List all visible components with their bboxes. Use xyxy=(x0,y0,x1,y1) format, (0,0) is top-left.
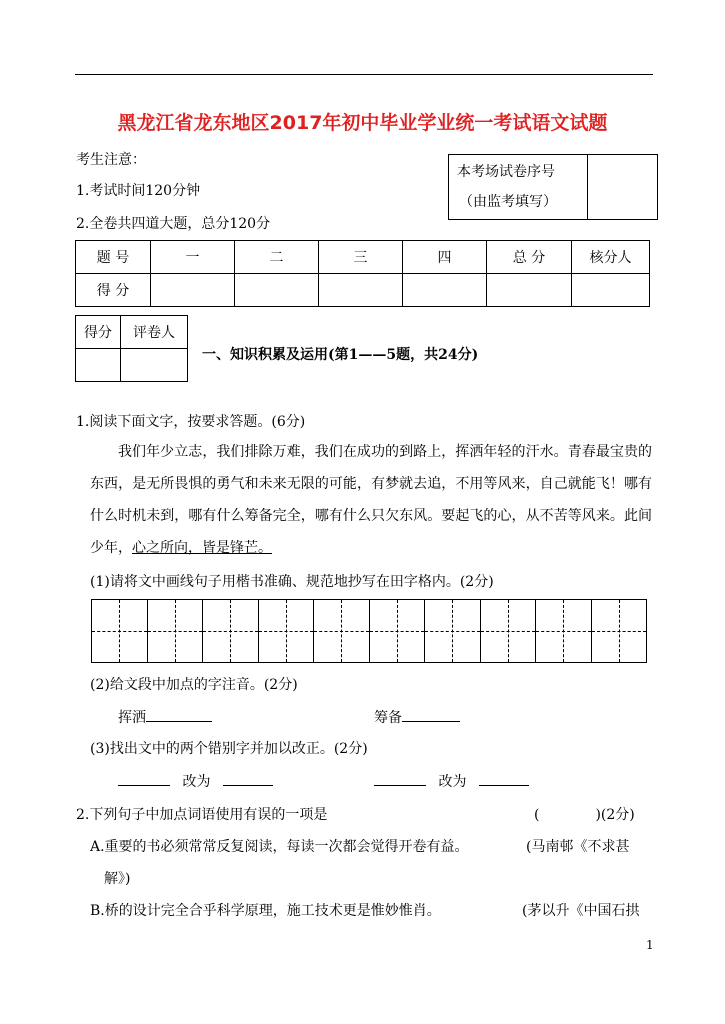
score-cell[interactable] xyxy=(319,274,403,307)
section-1-heading: 一、知识积累及运用(第1——5题，共24分) xyxy=(202,347,479,363)
score-row-label: 得 分 xyxy=(76,274,151,307)
notice-heading: 考生注意： xyxy=(76,152,146,168)
grader-score-label: 得分 xyxy=(76,316,121,349)
pinyin-blank-2[interactable] xyxy=(402,707,460,722)
wrong-char-blank-2[interactable] xyxy=(374,771,426,786)
score-table xyxy=(75,240,650,307)
correct-char-blank-1[interactable] xyxy=(223,771,273,786)
score-header-cell: 题 号 xyxy=(76,241,151,274)
grid-cell[interactable] xyxy=(314,600,370,662)
q2-option-a: A.重要的书必须常常反复阅读，每读一次都会觉得开卷有益。 xyxy=(90,839,469,855)
grid-cell[interactable] xyxy=(481,600,537,662)
q1-stem: 1.阅读下面文字，按要求答题。(6分) xyxy=(76,414,306,430)
q1-underlined-sentence: 心之所向，皆是锋芒。 xyxy=(132,540,272,556)
grid-cell[interactable] xyxy=(370,600,426,662)
serial-number-box xyxy=(448,154,658,220)
q2-stem: 2.下列句子中加点词语使用有误的一项是 xyxy=(76,807,328,823)
score-header-cell: 二 xyxy=(235,241,319,274)
pinyin-blank-1[interactable] xyxy=(146,707,212,722)
q1-passage-text: 我们年少立志，我们排除万难，我们在成功的到路上，挥洒年轻的汗水。青春最宝贵的东西，是无所畏惧的勇气和未来无限的可能，有梦就去追，不用等风来，自己就能飞！哪有什么时机未到，哪有什么筹备完全，哪有什么只欠东风。要起飞的心，从不苦等风来。此间少年， xyxy=(90,444,652,556)
serial-input-cell[interactable] xyxy=(588,155,658,220)
score-header-cell: 核分人 xyxy=(572,241,650,274)
page-number: 1 xyxy=(646,938,654,952)
grid-cell[interactable] xyxy=(259,600,315,662)
q1-sub2-item-2 xyxy=(374,707,460,728)
q1-sub2: (2)给文段中加点的字注音。(2分) xyxy=(90,677,298,693)
q2-answer-bracket[interactable]: ( )(2分) xyxy=(534,807,635,823)
score-cell[interactable] xyxy=(403,274,487,307)
score-cell[interactable] xyxy=(487,274,572,307)
notice-item-1: 1.考试时间120分钟 xyxy=(76,183,201,199)
score-cell[interactable] xyxy=(572,274,650,307)
change-to-label: 改为 xyxy=(438,774,467,790)
grid-cell[interactable] xyxy=(148,600,204,662)
q2-option-b-source: (茅以升《中国石拱 xyxy=(522,903,640,919)
score-cell[interactable] xyxy=(151,274,235,307)
q1-sub1: (1)请将文中画线句子用楷书准确、规范地抄写在田字格内。(2分) xyxy=(90,574,494,590)
q1-sub2-word-2: 筹备 xyxy=(374,710,402,726)
q1-sub2-item-1 xyxy=(118,707,212,728)
score-header-cell: 三 xyxy=(319,241,403,274)
tianzige-grid[interactable] xyxy=(91,599,647,663)
grid-cell[interactable] xyxy=(592,600,647,662)
top-rule xyxy=(75,74,653,75)
serial-label: 本考场试卷序号 xyxy=(457,164,555,180)
q1-sub3-item-1 xyxy=(118,771,273,792)
q2-option-b: B.桥的设计完全合乎科学原理，施工技术更是惟妙惟肖。 xyxy=(90,903,441,919)
q1-passage xyxy=(90,436,652,564)
q2-option-a-source: (马南邨《不求甚 xyxy=(526,839,630,855)
serial-sublabel: （由监考填写） xyxy=(459,194,557,210)
wrong-char-blank-1[interactable] xyxy=(118,771,170,786)
q1-sub3-item-2 xyxy=(374,771,529,792)
grader-box xyxy=(75,315,188,382)
grader-name-cell[interactable] xyxy=(121,349,188,382)
score-header-cell: 一 xyxy=(151,241,235,274)
score-header-cell: 总 分 xyxy=(487,241,572,274)
serial-label-cell xyxy=(449,155,588,220)
grid-cell[interactable] xyxy=(425,600,481,662)
score-header-cell: 四 xyxy=(403,241,487,274)
grid-cell[interactable] xyxy=(92,600,148,662)
grid-cell[interactable] xyxy=(203,600,259,662)
grid-cell[interactable] xyxy=(536,600,592,662)
grader-score-cell[interactable] xyxy=(76,349,121,382)
q1-sub3: (3)找出文中的两个错别字并加以改正。(2分) xyxy=(90,741,368,757)
correct-char-blank-2[interactable] xyxy=(479,771,529,786)
score-cell[interactable] xyxy=(235,274,319,307)
change-to-label: 改为 xyxy=(182,774,211,790)
q2-option-a-source-end: 解》) xyxy=(104,871,131,887)
grader-name-label: 评卷人 xyxy=(121,316,188,349)
exam-title: 黑龙江省龙东地区2017年初中毕业学业统一考试语文试题 xyxy=(117,112,608,134)
notice-item-2: 2.全卷共四道大题，总分120分 xyxy=(76,216,271,232)
q1-sub2-word-1: 挥洒 xyxy=(118,710,146,726)
